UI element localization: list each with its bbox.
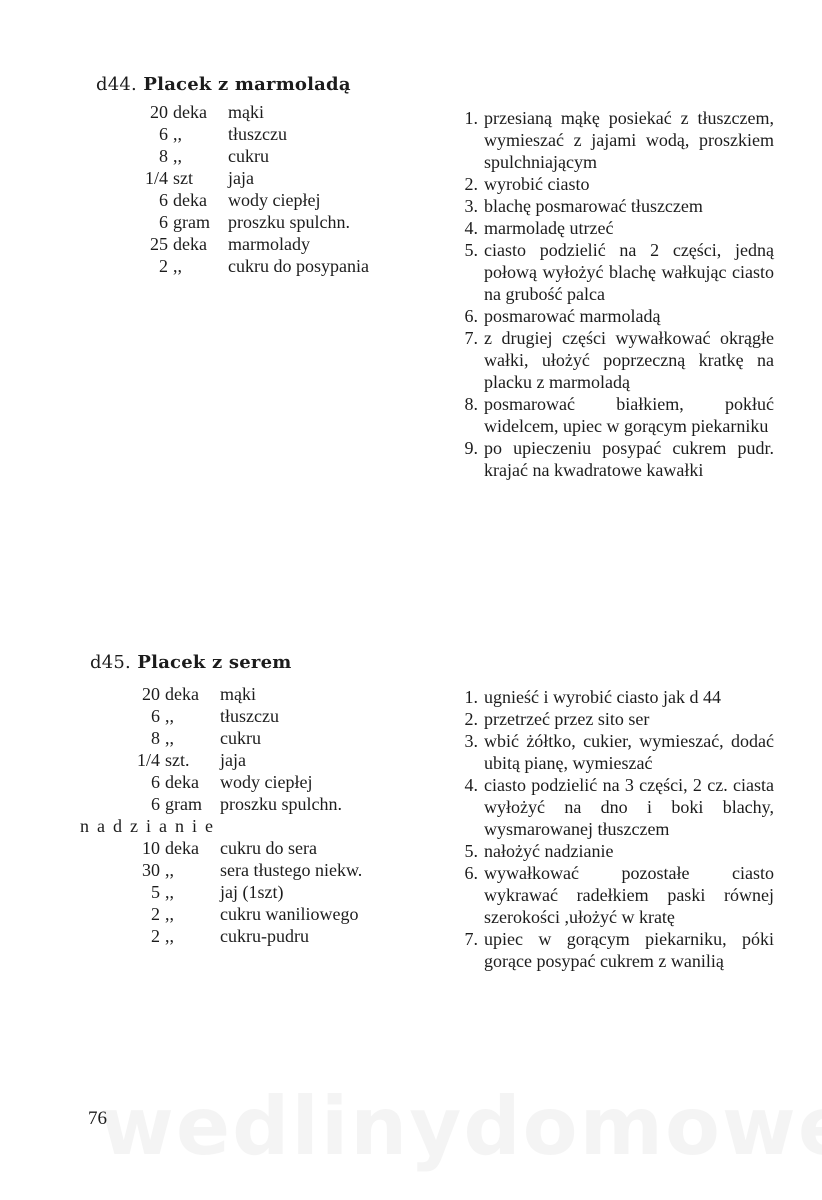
ingredient-row	[138, 189, 428, 211]
ingredient-name: jaja	[220, 750, 246, 770]
ingredient-qty: 1/4	[144, 168, 168, 188]
step-item	[444, 327, 774, 393]
step-number: 1.	[464, 108, 478, 128]
ingredient-name: cukru do posypania	[228, 256, 369, 276]
step-number: 5.	[464, 240, 478, 260]
recipe-number: d45.	[90, 652, 131, 673]
ingredient-name: wody ciepłej	[220, 772, 313, 792]
ingredient-unit: deka	[173, 190, 207, 210]
ingredient-qty: 6	[159, 212, 168, 232]
step-text: po upieczeniu posypać cukrem pudr. krajać na kwadratowe kawałki	[484, 438, 774, 480]
step-text: wyrobić ciasto	[484, 174, 590, 194]
ingredient-unit: gram	[165, 794, 202, 814]
ingredient-row	[138, 167, 428, 189]
ingredient-unit: ,,	[173, 146, 182, 166]
ingredient-qty: 2	[159, 256, 168, 276]
watermark	[100, 1080, 822, 1173]
ingredient-name: tłuszczu	[220, 706, 279, 726]
ingredient-name: tłuszczu	[228, 124, 287, 144]
step-number: 9.	[464, 438, 478, 458]
step-text: wbić żółtko, cukier, wymieszać, dodać ubitą pianę, wymieszać	[484, 731, 774, 773]
step-number: 7.	[464, 929, 478, 949]
step-item	[444, 305, 774, 327]
ingredient-qty: 6	[151, 706, 160, 726]
ingredient-name: mąki	[228, 102, 264, 122]
filling-label: nadzianie	[80, 816, 221, 836]
ingredient-unit: ,,	[165, 882, 174, 902]
ingredient-unit: deka	[165, 772, 199, 792]
step-text: przesianą mąkę posiekać z tłuszczem, wymieszać z jajami wodą, proszkiem spulchniającym	[484, 108, 774, 172]
step-text: posmarować białkiem, pokłuć widelcem, upiec w gorącym piekarniku	[484, 394, 774, 436]
step-number: 8.	[464, 394, 478, 414]
ingredient-unit: deka	[173, 234, 207, 254]
filling-row	[130, 837, 420, 859]
step-item	[444, 862, 774, 928]
ingredient-unit: gram	[173, 212, 210, 232]
step-text: posmarować marmoladą	[484, 306, 661, 326]
ingredient-qty: 6	[159, 190, 168, 210]
step-number: 2.	[464, 709, 478, 729]
ingredient-row	[130, 727, 420, 749]
filling-row	[130, 881, 420, 903]
step-number: 4.	[464, 218, 478, 238]
recipe-number: d44.	[96, 74, 137, 95]
ingredient-row	[130, 793, 420, 815]
step-item	[444, 239, 774, 305]
recipe-name: Placek z marmoladą	[143, 74, 351, 95]
ingredient-row	[138, 123, 428, 145]
recipe-name: Placek z serem	[137, 652, 292, 673]
ingredient-qty: 6	[159, 124, 168, 144]
step-text: marmoladę utrzeć	[484, 218, 614, 238]
ingredient-qty: 8	[151, 728, 160, 748]
ingredient-qty: 20	[142, 684, 160, 704]
ingredient-qty: 5	[151, 882, 160, 902]
step-number: 6.	[464, 306, 478, 326]
step-item	[444, 686, 774, 708]
ingredient-name: marmolady	[228, 234, 310, 254]
step-item	[444, 437, 774, 481]
ingredient-name: cukru	[228, 146, 269, 166]
ingredient-name: cukru waniliowego	[220, 904, 359, 924]
ingredient-row	[138, 255, 428, 277]
ingredient-row	[138, 211, 428, 233]
ingredient-row	[138, 233, 428, 255]
step-number: 5.	[464, 841, 478, 861]
step-item	[444, 708, 774, 730]
ingredient-name: proszku spulchn.	[220, 794, 342, 814]
ingredient-qty: 6	[151, 772, 160, 792]
ingredient-qty: 2	[151, 904, 160, 924]
step-number: 6.	[464, 863, 478, 883]
ingredient-qty: 30	[142, 860, 160, 880]
ingredient-name: jaja	[228, 168, 254, 188]
step-text: ciasto podzielić na 3 części, 2 cz. ciasta wyłożyć na dno i boki blachy, wysmarowanej tłuszczem	[484, 775, 774, 839]
step-number: 1.	[464, 687, 478, 707]
ingredient-row	[130, 705, 420, 727]
step-item	[444, 195, 774, 217]
ingredient-name: wody ciepłej	[228, 190, 321, 210]
filling-row	[130, 903, 420, 925]
ingredient-list-d45	[80, 683, 420, 947]
ingredient-row	[130, 749, 420, 771]
recipe-title-d45	[90, 652, 291, 673]
step-text: wywałkować pozostałe ciasto wykrawać radełkiem paski równej szerokości ,ułożyć w kratę	[484, 863, 774, 927]
ingredient-unit: ,,	[165, 904, 174, 924]
ingredient-qty: 8	[159, 146, 168, 166]
step-number: 2.	[464, 174, 478, 194]
step-number: 3.	[464, 731, 478, 751]
ingredient-unit: ,,	[165, 926, 174, 946]
ingredient-name: mąki	[220, 684, 256, 704]
step-text: ciasto podzielić na 2 części, jedną połową wyłożyć blachę wałkując ciasto na grubość palca	[484, 240, 774, 304]
ingredient-row	[138, 145, 428, 167]
step-item	[444, 173, 774, 195]
step-number: 3.	[464, 196, 478, 216]
ingredient-unit: ,,	[173, 124, 182, 144]
step-item	[444, 840, 774, 862]
ingredient-name: sera tłustego niekw.	[220, 860, 363, 880]
ingredient-unit: ,,	[165, 728, 174, 748]
ingredient-row	[130, 683, 420, 705]
step-text: ugnieść i wyrobić ciasto jak d 44	[484, 687, 721, 707]
step-item	[444, 393, 774, 437]
ingredient-qty: 1/4	[136, 750, 160, 770]
step-text: nałożyć nadzianie	[484, 841, 614, 861]
ingredient-unit: deka	[165, 684, 199, 704]
ingredient-unit: szt.	[165, 750, 190, 770]
step-text: przetrzeć przez sito ser	[484, 709, 650, 729]
ingredient-row	[138, 101, 428, 123]
ingredient-unit: szt	[173, 168, 193, 188]
ingredient-name: cukru do sera	[220, 838, 317, 858]
ingredient-unit: deka	[173, 102, 207, 122]
recipe-title-d44	[96, 74, 351, 95]
ingredient-unit: ,,	[165, 706, 174, 726]
filling-heading	[80, 815, 420, 837]
filling-row	[130, 925, 420, 947]
page-number: 76	[88, 1108, 107, 1129]
ingredient-qty: 6	[151, 794, 160, 814]
ingredient-name: cukru	[220, 728, 261, 748]
ingredient-row	[130, 771, 420, 793]
ingredient-name: jaj (1szt)	[220, 882, 284, 902]
step-item	[444, 107, 774, 173]
step-text: z drugiej części wywałkować okrągłe wałki, ułożyć poprzeczną kratkę na placku z marmoladą	[484, 328, 774, 392]
step-number: 4.	[464, 775, 478, 795]
ingredient-name: proszku spulchn.	[228, 212, 350, 232]
step-text: upiec w gorącym piekarniku, póki gorące posypać cukrem z wanilią	[484, 929, 774, 971]
ingredient-qty: 10	[142, 838, 160, 858]
step-item	[444, 217, 774, 239]
step-list-d45	[444, 686, 774, 972]
ingredient-qty: 25	[150, 234, 168, 254]
ingredient-list-d44	[138, 101, 428, 277]
ingredient-name: cukru-pudru	[220, 926, 309, 946]
ingredient-unit: ,,	[165, 860, 174, 880]
step-text: blachę posmarować tłuszczem	[484, 196, 703, 216]
step-list-d44	[444, 107, 774, 481]
filling-row	[130, 859, 420, 881]
step-item	[444, 928, 774, 972]
ingredient-unit: ,,	[173, 256, 182, 276]
step-item	[444, 774, 774, 840]
ingredient-qty: 20	[150, 102, 168, 122]
step-number: 7.	[464, 328, 478, 348]
step-item	[444, 730, 774, 774]
ingredient-qty: 2	[151, 926, 160, 946]
ingredient-unit: deka	[165, 838, 199, 858]
